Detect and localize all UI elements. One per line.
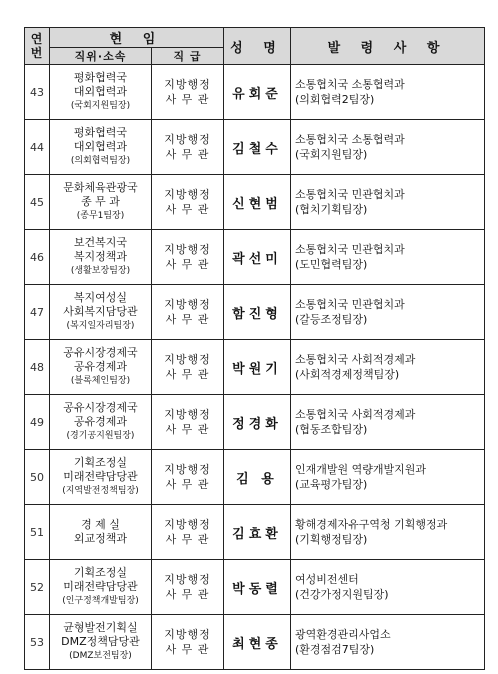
current-position xyxy=(50,65,152,120)
header-rank: 직 급 xyxy=(152,48,224,65)
current-position xyxy=(50,560,152,615)
cell-pos3: (의회협력팀장) xyxy=(70,156,131,166)
current-position xyxy=(50,615,152,670)
row-number xyxy=(25,340,50,395)
header-order: 발 령 사 항 xyxy=(291,28,485,65)
cell-pos1: 균형발전기획실 xyxy=(63,621,138,634)
cell-rank2: 사 무 관 xyxy=(165,313,210,326)
table-row xyxy=(25,175,485,230)
cell-pos3: (DMZ보전팀장) xyxy=(69,651,132,661)
cell-pos2: 미래전략담당관 xyxy=(63,580,138,593)
cell-order2: (건강가정지원팀장) xyxy=(295,588,389,601)
appointment-table xyxy=(24,27,485,670)
cell-pos3: (인구정책개발팀장) xyxy=(62,596,139,606)
table-header xyxy=(25,28,485,65)
cell-order1: 소통협치국 소통협력과 xyxy=(295,133,405,146)
cell-pos1: 기획조정실 xyxy=(73,456,128,469)
cell-rank1: 지방행정 xyxy=(164,243,211,256)
cell-pos3: (생활보장팀장) xyxy=(70,266,131,276)
cell-no: 49 xyxy=(30,415,44,429)
cell-no: 50 xyxy=(30,470,44,484)
cell-pos3: (국회지원팀장) xyxy=(70,101,131,111)
cell-pos1: 문화체육관광국 xyxy=(63,181,138,194)
cell-order2: (의회협력2팀장) xyxy=(295,93,375,106)
cell-order2: (기획행정팀장) xyxy=(295,533,368,546)
rank xyxy=(152,285,224,340)
current-position xyxy=(50,505,152,560)
header-no-bottom: 번 xyxy=(30,46,44,60)
current-position xyxy=(50,395,152,450)
header-current: 현 임 xyxy=(50,28,224,48)
person-name xyxy=(224,505,291,560)
person-name xyxy=(224,175,291,230)
person-name xyxy=(224,285,291,340)
cell-order2: (국회지원팀장) xyxy=(295,148,368,161)
table-row xyxy=(25,395,485,450)
cell-name: 김 용 xyxy=(236,471,278,487)
rank xyxy=(152,505,224,560)
row-number xyxy=(25,615,50,670)
row-number xyxy=(25,120,50,175)
cell-pos2: 공유경제과 xyxy=(73,360,128,373)
cell-order1: 소통협치국 소통협력과 xyxy=(295,78,405,91)
appointment-order xyxy=(291,450,485,505)
cell-pos1: 복지여성실 xyxy=(73,291,128,304)
cell-order1: 황해경제자유구역청 기획행정과 xyxy=(295,518,448,531)
cell-order1: 소통협치국 민관협치과 xyxy=(295,298,405,311)
appointment-order xyxy=(291,285,485,340)
row-number xyxy=(25,450,50,505)
rank xyxy=(152,450,224,505)
cell-order1: 소통협치국 사회적경제과 xyxy=(295,353,416,366)
cell-pos1: 보건복지국 xyxy=(73,236,128,249)
cell-order1: 여성비전센터 xyxy=(295,573,359,586)
cell-rank1: 지방행정 xyxy=(164,78,211,91)
cell-rank2: 사 무 관 xyxy=(165,588,210,601)
table-row xyxy=(25,65,485,120)
cell-pos2: 사회복지담당관 xyxy=(63,305,138,318)
cell-pos2: DMZ정책담당관 xyxy=(61,635,140,648)
table-row xyxy=(25,230,485,285)
table-row xyxy=(25,450,485,505)
table-row xyxy=(25,340,485,395)
cell-pos3: (종무1팀장) xyxy=(76,211,125,221)
appointment-order xyxy=(291,230,485,285)
cell-rank1: 지방행정 xyxy=(164,298,211,311)
cell-name: 곽선미 xyxy=(232,251,282,267)
header-name: 성 명 xyxy=(224,28,291,65)
rank xyxy=(152,615,224,670)
cell-no: 53 xyxy=(30,635,44,649)
table-row xyxy=(25,285,485,340)
row-number xyxy=(25,230,50,285)
cell-no: 45 xyxy=(30,195,44,209)
appointment-order xyxy=(291,615,485,670)
cell-pos2: 미래전략담당관 xyxy=(63,470,138,483)
cell-pos2: 종 무 과 xyxy=(81,195,120,208)
cell-name: 정경화 xyxy=(232,416,282,432)
cell-no: 47 xyxy=(30,305,44,319)
appointment-order xyxy=(291,120,485,175)
table-row xyxy=(25,120,485,175)
cell-rank1: 지방행정 xyxy=(164,133,211,146)
table-row xyxy=(25,560,485,615)
row-number xyxy=(25,505,50,560)
cell-pos1: 경 제 실 xyxy=(81,518,120,531)
cell-order2: (환경점검7팀장) xyxy=(295,643,375,656)
cell-rank1: 지방행정 xyxy=(164,573,211,586)
cell-order1: 소통협치국 사회적경제과 xyxy=(295,408,416,421)
cell-order1: 광역환경관리사업소 xyxy=(295,628,391,641)
current-position xyxy=(50,450,152,505)
cell-pos2: 외교정책과 xyxy=(73,532,128,545)
cell-rank2: 사 무 관 xyxy=(165,643,210,656)
cell-rank2: 사 무 관 xyxy=(165,258,210,271)
cell-rank1: 지방행정 xyxy=(164,628,211,641)
cell-no: 51 xyxy=(30,525,44,539)
person-name xyxy=(224,450,291,505)
cell-rank2: 사 무 관 xyxy=(165,93,210,106)
person-name xyxy=(224,340,291,395)
cell-no: 46 xyxy=(30,250,44,264)
cell-order1: 인재개발원 역량개발지원과 xyxy=(295,463,427,476)
cell-pos2: 복지정책과 xyxy=(73,250,128,263)
person-name xyxy=(224,120,291,175)
cell-pos1: 평화협력국 xyxy=(73,126,128,139)
rank xyxy=(152,230,224,285)
cell-rank1: 지방행정 xyxy=(164,353,211,366)
cell-pos1: 기획조정실 xyxy=(73,566,128,579)
appointment-order xyxy=(291,560,485,615)
person-name xyxy=(224,230,291,285)
rank xyxy=(152,395,224,450)
cell-pos2: 대외협력과 xyxy=(73,85,128,98)
header-no-top: 연 xyxy=(30,32,44,46)
rank xyxy=(152,560,224,615)
row-number xyxy=(25,175,50,230)
cell-order2: (사회적경제정책팀장) xyxy=(295,368,400,381)
cell-name: 유회준 xyxy=(232,86,282,102)
cell-pos1: 공유시장경제국 xyxy=(63,401,138,414)
cell-name: 신현범 xyxy=(232,196,282,212)
current-position xyxy=(50,175,152,230)
current-position xyxy=(50,230,152,285)
cell-name: 박원기 xyxy=(232,361,282,377)
cell-pos2: 대외협력과 xyxy=(73,140,128,153)
cell-rank2: 사 무 관 xyxy=(165,368,210,381)
cell-pos1: 공유시장경제국 xyxy=(63,346,138,359)
cell-order2: (협치기획팀장) xyxy=(295,203,368,216)
appointment-order xyxy=(291,505,485,560)
cell-name: 최현종 xyxy=(232,636,282,652)
cell-rank2: 사 무 관 xyxy=(165,533,210,546)
cell-rank1: 지방행정 xyxy=(164,518,211,531)
cell-order2: (교육평가팀장) xyxy=(295,478,368,491)
rank xyxy=(152,340,224,395)
row-number xyxy=(25,285,50,340)
appointment-order xyxy=(291,395,485,450)
cell-order2: (협동조합팀장) xyxy=(295,423,368,436)
cell-pos3: (지역발전정책팀장) xyxy=(62,486,139,496)
table-body xyxy=(25,65,485,670)
cell-rank2: 사 무 관 xyxy=(165,478,210,491)
cell-rank1: 지방행정 xyxy=(164,408,211,421)
table-row xyxy=(25,505,485,560)
cell-no: 52 xyxy=(30,580,44,594)
cell-order1: 소통협치국 민관협치과 xyxy=(295,243,405,256)
cell-name: 박동렬 xyxy=(232,581,282,597)
cell-name: 김효환 xyxy=(232,526,282,542)
rank xyxy=(152,65,224,120)
header-no xyxy=(25,28,50,65)
cell-pos3: (블록체인팀장) xyxy=(70,376,131,386)
cell-order2: (도민협력팀장) xyxy=(295,258,368,271)
rank xyxy=(152,175,224,230)
cell-name: 함진형 xyxy=(232,306,282,322)
cell-name: 김철수 xyxy=(232,141,282,157)
current-position xyxy=(50,285,152,340)
person-name xyxy=(224,65,291,120)
cell-no: 44 xyxy=(30,140,44,154)
cell-pos1: 평화협력국 xyxy=(73,71,128,84)
cell-pos3: (복지일자리팀장) xyxy=(66,321,135,331)
cell-pos3: (경기공지원팀장) xyxy=(66,431,135,441)
cell-order2: (갈등조정팀장) xyxy=(295,313,368,326)
rank xyxy=(152,120,224,175)
appointment-order xyxy=(291,65,485,120)
cell-pos2: 공유경제과 xyxy=(73,415,128,428)
row-number xyxy=(25,560,50,615)
header-position: 직위·소속 xyxy=(50,48,152,65)
cell-no: 43 xyxy=(30,85,44,99)
current-position xyxy=(50,340,152,395)
appointment-order xyxy=(291,340,485,395)
person-name xyxy=(224,560,291,615)
cell-no: 48 xyxy=(30,360,44,374)
table-row xyxy=(25,615,485,670)
person-name xyxy=(224,395,291,450)
cell-order1: 소통협치국 민관협치과 xyxy=(295,188,405,201)
cell-rank1: 지방행정 xyxy=(164,463,211,476)
row-number xyxy=(25,65,50,120)
row-number xyxy=(25,395,50,450)
appointment-order xyxy=(291,175,485,230)
cell-rank2: 사 무 관 xyxy=(165,423,210,436)
cell-rank2: 사 무 관 xyxy=(165,203,210,216)
cell-rank2: 사 무 관 xyxy=(165,148,210,161)
current-position xyxy=(50,120,152,175)
cell-rank1: 지방행정 xyxy=(164,188,211,201)
person-name xyxy=(224,615,291,670)
